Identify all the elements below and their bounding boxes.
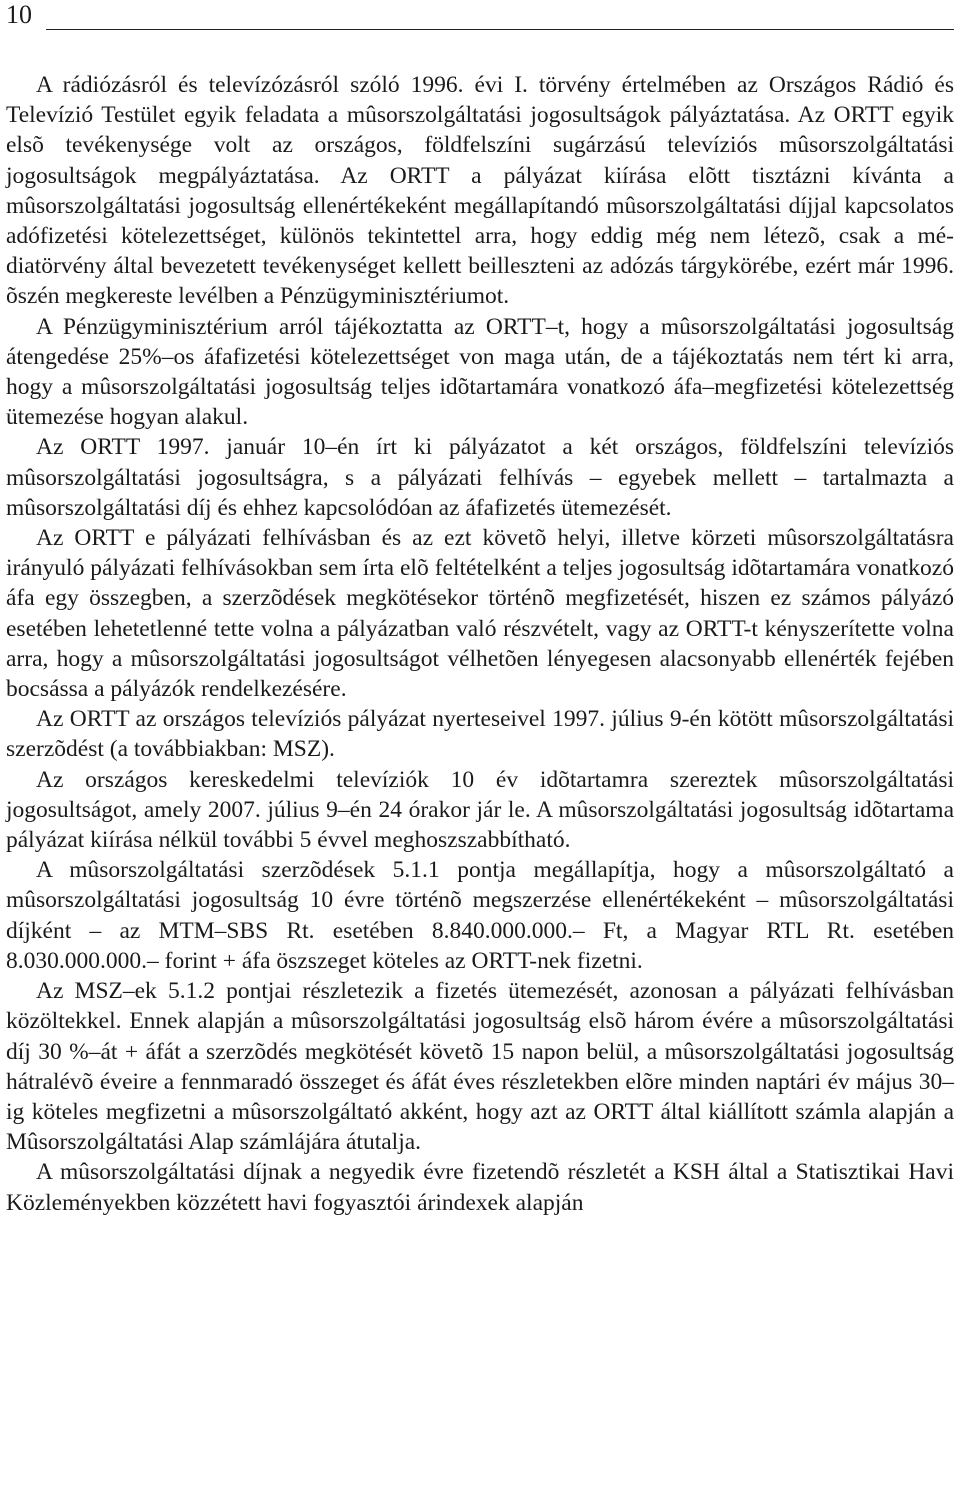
page-header bbox=[6, 0, 954, 34]
paragraph: Az MSZ–ek 5.1.2 pontjai részletezik a fizetés ütemezését, azonosan a pályázati felhívásban közöltekkel. Ennek alapján a mûsorszolgáltatási jogosultság elsõ három évére a mûsorszolgáltatási díj 30 %–át + áfát a szerzõdés megkötését követõ 15 napon belül, a mûsorszolgáltatási jogosultság hátralévõ éveire a fennmaradó összeget és áfát éves részletekben elõre minden naptári év május 30–ig köteles megfizetni a mûsorszolgáltató akként, hogy azt az ORTT által kiállított számla alapján a Mûsorszolgáltatási Alap számlájára átutalja. bbox=[6, 978, 954, 1156]
paragraph: A Pénzügyminisztérium arról tájékoztatta az ORTT–t, hogy a mûsorszolgáltatási jogosultság átengedése 25%–os áfafizetési kötelezettséget von maga után, de a tájékoztatás nem tért ki arra, hogy a mûsorszolgáltatási jogosultság teljes idõtartamára vonatkozó áfa–megfizetési kötelezettség ütemezése hogyan alakul. bbox=[6, 313, 954, 431]
page-number: 10 bbox=[6, 0, 32, 29]
header-rule bbox=[46, 29, 954, 30]
paragraph: A rádiózásról és televízózásról szóló 1996. évi I. törvény értelmében az Országos Rádió és Televízió Testület egyik feladata a mûsorszolgáltatási jogosultságok pályáztatása. Az ORTT egyik elsõ tevékenysége volt az országos, földfelszíni sugárzású televíziós mûsorszolgáltatási jogosultságok megpályáztatása. Az ORTT a pályázat kiírása elõtt tisztázni kívánta a mûsorszolgáltatási jogosultság ellenértékeként megállapítandó mûsorszolgáltatási díjjal kapcsolatos adófizetési kötelezettséget, különös tekintettel arra, hogy eddig még nem létezõ, csak a médiatörvény által bevezetett tevékenységet kellett beilleszteni az adózás tárgykörébe, ezért már 1996. õszén megkereste levélben a Pénzügyminisztériumot. bbox=[6, 72, 954, 310]
paragraph: Az országos kereskedelmi televíziók 10 év idõtartamra szereztek mûsorszolgáltatási jogosultságot, amely 2007. július 9–én 24 órakor jár le. A mûsorszolgáltatási jogosultság idõtartama pályázat kiírása nélkül további 5 évvel meghoszszabbítható. bbox=[6, 766, 954, 854]
paragraph: Az ORTT 1997. január 10–én írt ki pályázatot a két országos, földfelszíni televíziós mûsorszolgáltatási jogosultságra, s a pályázati felhívás – egyebek mellett – tartalmazta a mûsorszolgáltatási díj és ehhez kapcsolódóan az áfafizetés ütemezését. bbox=[6, 434, 954, 521]
paragraph: A mûsorszolgáltatási díjnak a negyedik évre fizetendõ részletét a KSH által a Statisztikai Havi Közleményekben közzétett havi fogyasztói árindexek alapján bbox=[6, 1159, 954, 1216]
body-text bbox=[6, 70, 954, 1218]
paragraph: Az ORTT az országos televíziós pályázat nyerteseivel 1997. július 9-én kötött mûsorszolgáltatási szerzõdést (a továbbiakban: MSZ). bbox=[6, 706, 954, 763]
paragraph: Az ORTT e pályázati felhívásban és az ezt követõ helyi, illetve körzeti mûsorszolgáltatásra irányuló pályázati felhívásokban sem írta elõ feltételként a teljes jogosultság idõtartamára vonatkozó áfa egy összegben, a szerzõdések megkötésekor történõ megfizetését, hiszen ez számos pályázó esetében lehetetlenné tette volna a pályázatban való részvételt, vagy az ORTT-t kényszerítette volna arra, hogy a mûsorszolgáltatási jogosultságot vélhetõen lényegesen alacsonyabb ellenérték fejében bocsássa a pályázók rendelkezésére. bbox=[6, 525, 954, 703]
paragraph: A mûsorszolgáltatási szerzõdések 5.1.1 pontja megállapítja, hogy a mûsorszolgáltató a mûsorszolgáltatási jogosultság 10 évre történõ megszerzése ellenértékeként – mûsorszolgáltatási díjként – az MTM–SBS Rt. esetében 8.840.000.000.– Ft, a Magyar RTL Rt. esetében 8.030.000.000.– forint + áfa öszszeget köteles az ORTT-nek fizetni. bbox=[6, 857, 954, 974]
